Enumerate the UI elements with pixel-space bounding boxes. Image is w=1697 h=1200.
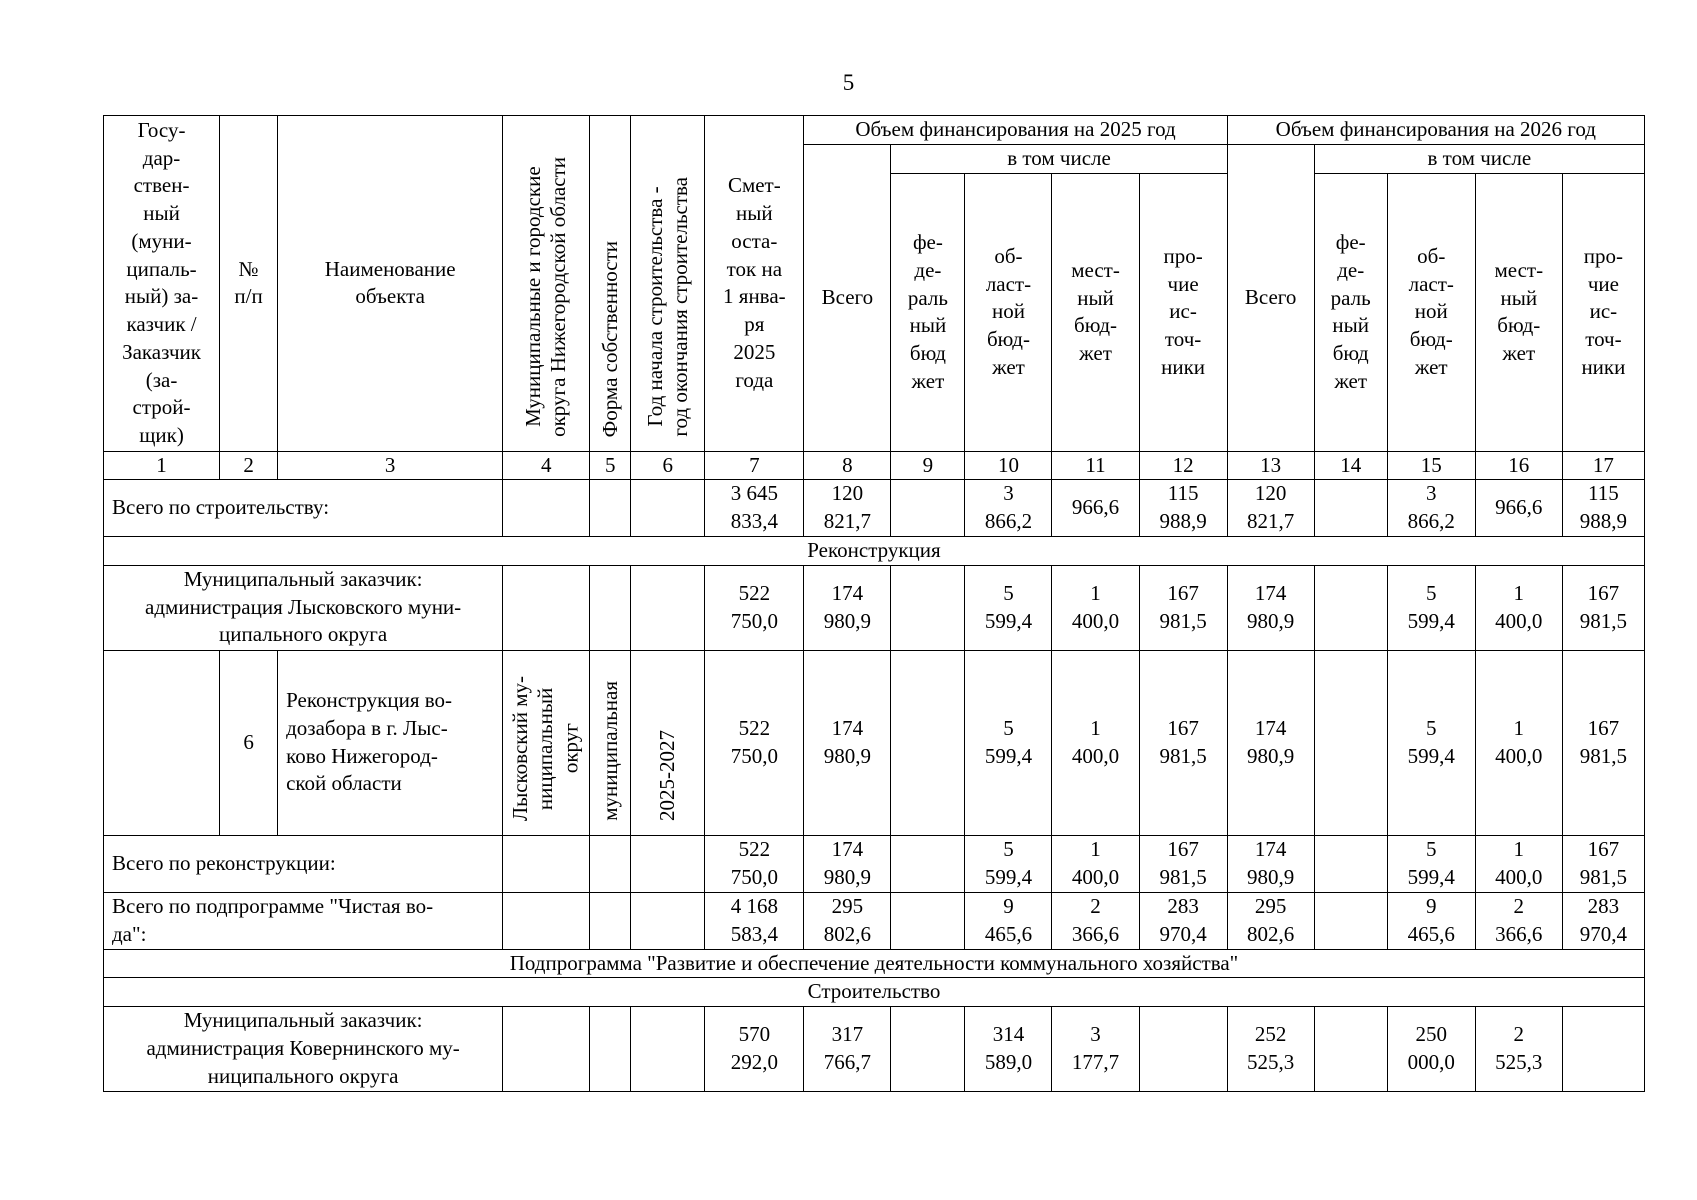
- empty-cell: [590, 480, 631, 536]
- header-total-2026: Всего: [1227, 145, 1314, 452]
- value-regional-2026: 250 000,0: [1387, 1007, 1475, 1092]
- value-local-2026: 966,6: [1475, 480, 1562, 536]
- value-federal-2026: [1314, 1007, 1387, 1092]
- value-local-2026: 1 400,0: [1475, 565, 1562, 650]
- header-ownership: Форма собственности: [597, 240, 622, 437]
- value-local-2025: 1 400,0: [1052, 835, 1139, 892]
- value-estimate: 4 168 583,4: [705, 892, 804, 949]
- empty-cell: [631, 835, 705, 892]
- value-total-2026: 174 980,9: [1227, 835, 1314, 892]
- empty-cell: [631, 1007, 705, 1092]
- header-regional-2026: об- ласт- ной бюд- жет: [1387, 173, 1475, 451]
- value-federal-2026: [1314, 892, 1387, 949]
- empty-cell: [631, 565, 705, 650]
- object-municipal-cell: [503, 650, 590, 835]
- value-total-2025: 174 980,9: [804, 565, 891, 650]
- header-ownership-cell: [590, 116, 631, 452]
- col-index: 5: [590, 451, 631, 480]
- value-federal-2025: [891, 1007, 965, 1092]
- value-other-2025: 283 970,4: [1139, 892, 1227, 949]
- value-total-2026: 295 802,6: [1227, 892, 1314, 949]
- value-regional-2026: 9 465,6: [1387, 892, 1475, 949]
- empty-cell: [503, 835, 590, 892]
- value-local-2025: 1 400,0: [1052, 565, 1139, 650]
- object-years-cell: [631, 650, 705, 835]
- value-other-2026: 167 981,5: [1562, 650, 1644, 835]
- total-construction-row: [104, 480, 1645, 536]
- value-total-2025: 295 802,6: [804, 892, 891, 949]
- value-estimate: 570 292,0: [705, 1007, 804, 1092]
- value-other-2025: [1139, 1007, 1227, 1092]
- empty-cell: [590, 1007, 631, 1092]
- col-index: 10: [965, 451, 1052, 480]
- header-fin-2026: Объем финансирования на 2026 год: [1227, 116, 1644, 145]
- col-index: 1: [104, 451, 220, 480]
- value-local-2026: 1 400,0: [1475, 835, 1562, 892]
- value-regional-2026: 5 599,4: [1387, 650, 1475, 835]
- col-index: 2: [220, 451, 278, 480]
- col-index: 17: [1562, 451, 1644, 480]
- value-regional-2026: 3 866,2: [1387, 480, 1475, 536]
- col-index: 6: [631, 451, 705, 480]
- value-regional-2026: 5 599,4: [1387, 835, 1475, 892]
- empty-cell: [104, 650, 220, 835]
- col-index: 15: [1387, 451, 1475, 480]
- value-total-2025: 317 766,7: [804, 1007, 891, 1092]
- object-years: 2025-2027: [655, 729, 680, 821]
- value-federal-2025: [891, 565, 965, 650]
- value-federal-2025: [891, 892, 965, 949]
- col-index: 12: [1139, 451, 1227, 480]
- page-number: 5: [842, 70, 855, 95]
- section-title: Строительство: [104, 978, 1645, 1007]
- value-regional-2026: 5 599,4: [1387, 565, 1475, 650]
- value-local-2026: 2 366,6: [1475, 892, 1562, 949]
- subprogram-title: Подпрограмма "Развитие и обеспечение деятельности коммунального хозяйства": [104, 949, 1645, 978]
- header-other-2026: про- чие ис- точ- ники: [1562, 173, 1644, 451]
- value-other-2026: 167 981,5: [1562, 835, 1644, 892]
- row-label: Всего по строительству:: [104, 480, 503, 536]
- header-local-2026: мест- ный бюд- жет: [1475, 173, 1562, 451]
- value-local-2026: 2 525,3: [1475, 1007, 1562, 1092]
- financing-table: [103, 115, 1645, 1092]
- value-total-2025: 174 980,9: [804, 650, 891, 835]
- empty-cell: [503, 892, 590, 949]
- col-index: 4: [503, 451, 590, 480]
- value-other-2025: 167 981,5: [1139, 565, 1227, 650]
- value-estimate: 3 645 833,4: [705, 480, 804, 536]
- object-row: [104, 650, 1645, 835]
- value-local-2025: 966,6: [1052, 480, 1139, 536]
- value-regional-2025: 5 599,4: [965, 650, 1052, 835]
- header-local-2025: мест- ный бюд- жет: [1052, 173, 1139, 451]
- header-estimate: Смет- ный оста- ток на 1 янва- ря 2025 года: [705, 116, 804, 452]
- customer-label: Муниципальный заказчик: администрация Ковернинского му- ниципального округа: [104, 1007, 503, 1092]
- col-index: 7: [705, 451, 804, 480]
- value-regional-2025: 9 465,6: [965, 892, 1052, 949]
- header-including-2025: в том числе: [891, 145, 1227, 174]
- total-subprogram-row: [104, 892, 1645, 949]
- customer-label: Муниципальный заказчик: администрация Лысковского муни- ципального округа: [104, 565, 503, 650]
- header-years: Год начала строительства - год окончания строительства: [642, 177, 692, 437]
- col-index: 9: [891, 451, 965, 480]
- value-other-2025: 115 988,9: [1139, 480, 1227, 536]
- value-regional-2025: 314 589,0: [965, 1007, 1052, 1092]
- header-total-2025: Всего: [804, 145, 891, 452]
- header-customer: Госу- дар- ствен- ный (муни- ципаль- ный) за- казчик / Заказчик (за- строй- щик): [104, 116, 220, 452]
- value-other-2026: [1562, 1007, 1644, 1092]
- object-ownership-cell: [590, 650, 631, 835]
- header-num: № п/п: [220, 116, 278, 452]
- row-label: Всего по подпрограмме "Чистая во- да":: [104, 892, 503, 949]
- value-federal-2026: [1314, 650, 1387, 835]
- value-local-2025: 1 400,0: [1052, 650, 1139, 835]
- value-local-2025: 3 177,7: [1052, 1007, 1139, 1092]
- value-other-2026: 115 988,9: [1562, 480, 1644, 536]
- value-federal-2025: [891, 835, 965, 892]
- value-federal-2026: [1314, 565, 1387, 650]
- object-name: Реконструкция во- дозабора в г. Лыс- ково Нижегород- ской области: [278, 650, 503, 835]
- empty-cell: [590, 565, 631, 650]
- section-title: Реконструкция: [104, 536, 1645, 565]
- value-federal-2025: [891, 650, 965, 835]
- value-total-2026: 120 821,7: [1227, 480, 1314, 536]
- row-label: Всего по реконструкции:: [104, 835, 503, 892]
- value-total-2025: 120 821,7: [804, 480, 891, 536]
- header-row-1: [104, 116, 1645, 145]
- subprogram-title-row: [104, 949, 1645, 978]
- col-index: 13: [1227, 451, 1314, 480]
- empty-cell: [631, 892, 705, 949]
- value-regional-2025: 5 599,4: [965, 835, 1052, 892]
- col-index: 16: [1475, 451, 1562, 480]
- col-index: 14: [1314, 451, 1387, 480]
- col-index: 3: [278, 451, 503, 480]
- value-other-2026: 167 981,5: [1562, 565, 1644, 650]
- empty-cell: [590, 835, 631, 892]
- value-estimate: 522 750,0: [705, 565, 804, 650]
- empty-cell: [631, 480, 705, 536]
- value-other-2025: 167 981,5: [1139, 835, 1227, 892]
- object-ownership: муниципальная: [597, 681, 622, 821]
- customer-lyskovo-row: [104, 565, 1645, 650]
- header-object-name: Наименование объекта: [278, 116, 503, 452]
- section-construction-row: [104, 978, 1645, 1007]
- empty-cell: [503, 565, 590, 650]
- header-including-2026: в том числе: [1314, 145, 1644, 174]
- header-years-cell: [631, 116, 705, 452]
- value-local-2026: 1 400,0: [1475, 650, 1562, 835]
- value-federal-2026: [1314, 835, 1387, 892]
- empty-cell: [590, 892, 631, 949]
- value-estimate: 522 750,0: [705, 650, 804, 835]
- column-index-row: [104, 451, 1645, 480]
- value-local-2025: 2 366,6: [1052, 892, 1139, 949]
- header-municipal-cell: [503, 116, 590, 452]
- header-municipal: Муниципальные и городские округа Нижегородской области: [521, 157, 571, 437]
- value-total-2026: 252 525,3: [1227, 1007, 1314, 1092]
- value-other-2025: 167 981,5: [1139, 650, 1227, 835]
- empty-cell: [503, 480, 590, 536]
- value-other-2026: 283 970,4: [1562, 892, 1644, 949]
- col-index: 8: [804, 451, 891, 480]
- object-num: 6: [220, 650, 278, 835]
- object-municipal: Лысковский му- ниципальный округ: [508, 675, 583, 821]
- header-federal-2026: фе- де- раль ный бюд жет: [1314, 173, 1387, 451]
- header-fin-2025: Объем финансирования на 2025 год: [804, 116, 1227, 145]
- value-regional-2025: 3 866,2: [965, 480, 1052, 536]
- value-federal-2025: [891, 480, 965, 536]
- section-reconstruction-row: [104, 536, 1645, 565]
- col-index: 11: [1052, 451, 1139, 480]
- value-total-2026: 174 980,9: [1227, 565, 1314, 650]
- customer-kovernino-row: [104, 1007, 1645, 1092]
- header-other-2025: про- чие ис- точ- ники: [1139, 173, 1227, 451]
- header-regional-2025: об- ласт- ной бюд- жет: [965, 173, 1052, 451]
- value-total-2025: 174 980,9: [804, 835, 891, 892]
- value-regional-2025: 5 599,4: [965, 565, 1052, 650]
- header-federal-2025: фе- де- раль ный бюд жет: [891, 173, 965, 451]
- value-total-2026: 174 980,9: [1227, 650, 1314, 835]
- value-estimate: 522 750,0: [705, 835, 804, 892]
- total-reconstruction-row: [104, 835, 1645, 892]
- value-federal-2026: [1314, 480, 1387, 536]
- empty-cell: [503, 1007, 590, 1092]
